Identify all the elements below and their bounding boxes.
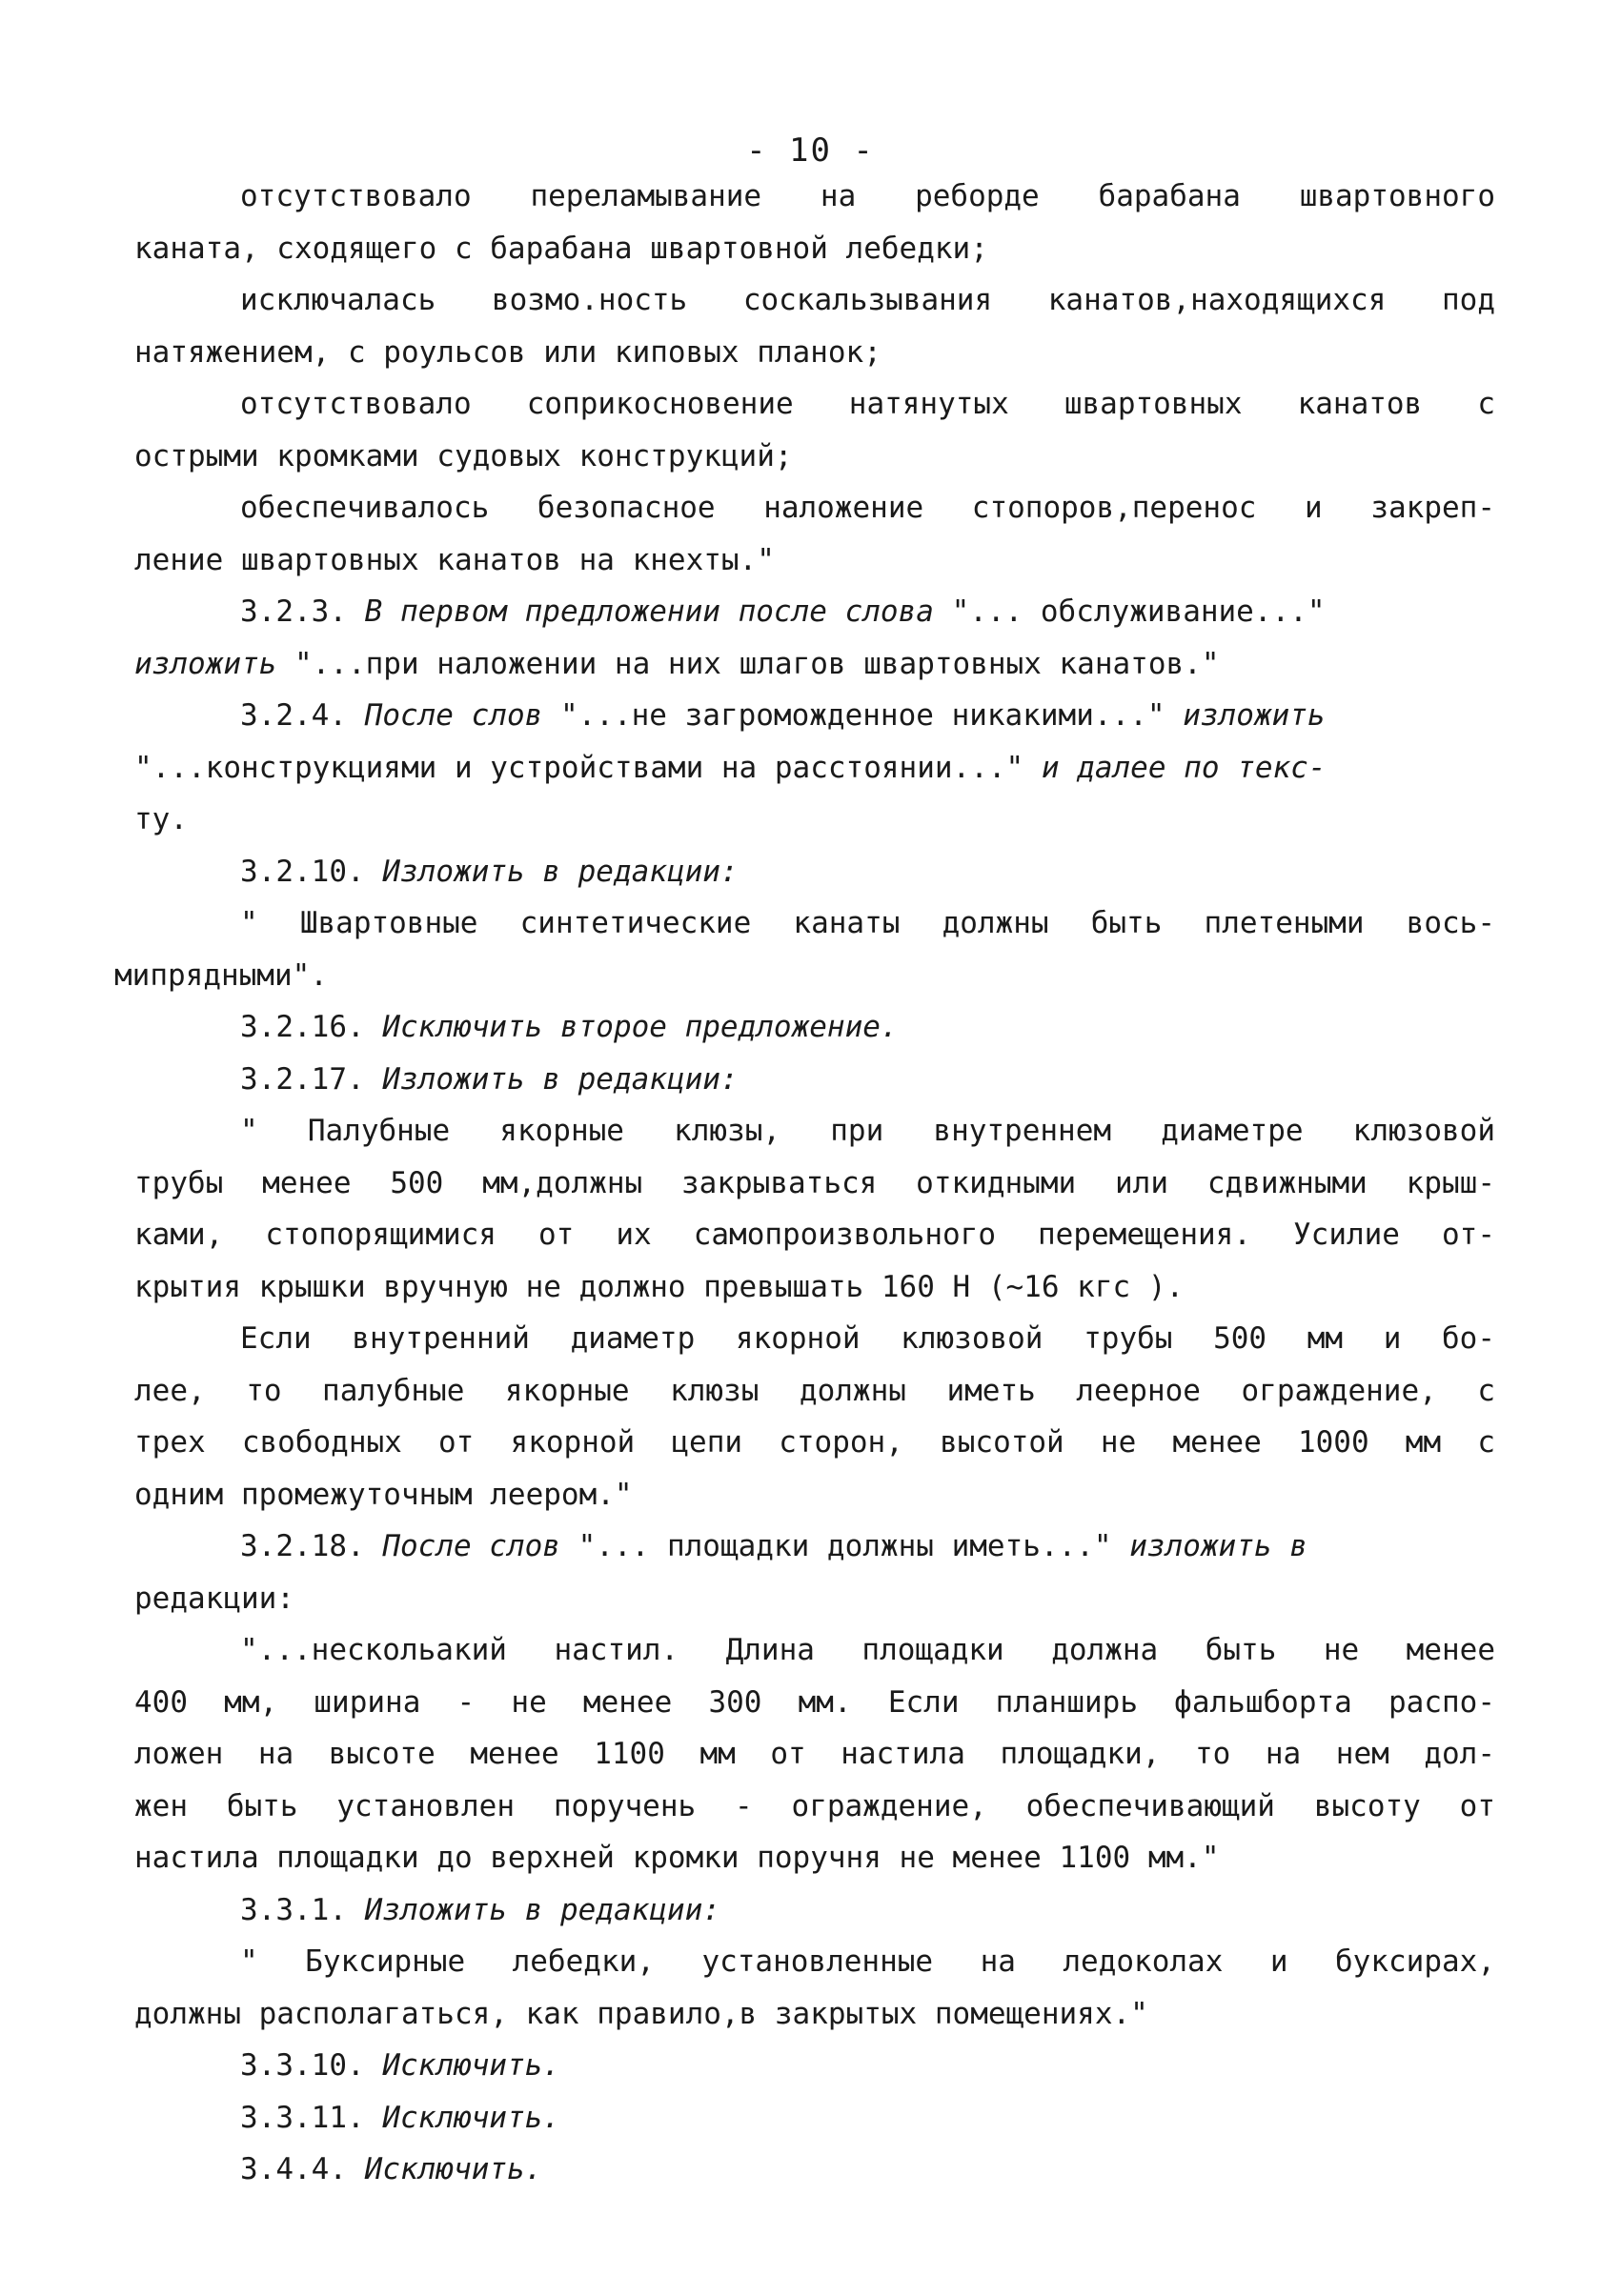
quoted-text: "...не загроможденное никакими..."	[559, 698, 1165, 733]
section-3-2-16	[240, 1008, 899, 1046]
text-line: ложен на высоте менее 1100 мм от настила площадки, то на нем дол-	[134, 1737, 1495, 1771]
text-line: исключалась возмо.ность соскальзывания канатов,находящихся под	[240, 283, 1495, 317]
text-line: трубы менее 500 мм,должны закрываться откидными или сдвижными крыш-	[134, 1166, 1495, 1200]
section-number: 3.3.1.	[240, 1893, 347, 1927]
instruction-text: После слов	[364, 698, 543, 733]
instruction-text: изложить	[1183, 698, 1326, 733]
text-line	[134, 645, 1220, 683]
text-line: каната, сходящего с барабана швартовной лебедки;	[134, 232, 988, 266]
text-line: ками, стопорящимися от их самопроизвольного перемещения. Усилие от-	[134, 1218, 1495, 1252]
section-3-3-11	[240, 2099, 560, 2137]
quoted-text: "... обслуживание..."	[951, 594, 1326, 629]
text-line: обеспечивалось безопасное наложение стопоров,перенос и закреп-	[240, 491, 1495, 525]
section-3-2-10	[240, 853, 739, 891]
text-line: настила площадки до верхней кромки поручня не менее 1100 мм."	[134, 1841, 1220, 1875]
instruction-text: В первом предложении после слова	[364, 594, 934, 629]
page-number: - 10 -	[746, 131, 875, 170]
instruction-text: изложить в	[1129, 1529, 1307, 1563]
text-line: "...нескольакий настил. Длина площадки должна быть не менее	[240, 1633, 1495, 1667]
instruction-text: Исключить.	[382, 2101, 560, 2135]
instruction-text: Изложить в редакции:	[382, 1062, 739, 1097]
quoted-text: "...при наложении на них шлагов швартовных канатов."	[294, 647, 1220, 681]
section-number: 3.3.10.	[240, 2048, 365, 2083]
instruction-text: Изложить в редакции:	[382, 855, 739, 889]
text-line: мипрядными".	[114, 958, 328, 993]
text-line: ту.	[134, 802, 188, 836]
text-line: острыми кромками судовых конструкций;	[134, 439, 793, 473]
section-3-2-18	[240, 1527, 1307, 1565]
section-3-2-17	[240, 1060, 739, 1098]
instruction-text: Исключить второе предложение.	[382, 1010, 899, 1044]
instruction-text: После слов	[382, 1529, 560, 1563]
text-line: крытия крышки вручную не должно превышать 160 Н (~16 кгс ).	[134, 1270, 1185, 1304]
text-line: натяжением, с роульсов или киповых планок;	[134, 335, 881, 370]
instruction-text: Изложить в редакции:	[364, 1893, 720, 1927]
text-line: жен быть установлен поручень - ограждение, обеспечивающий высоту от	[134, 1789, 1495, 1823]
quoted-text: "... площадки должны иметь..."	[577, 1529, 1112, 1563]
text-line: должны располагаться, как правило,в закрытых помещениях."	[134, 1997, 1148, 2031]
instruction-text: Исключить.	[382, 2048, 560, 2083]
text-line: отсутствовало переламывание на реборде барабана швартовного	[240, 179, 1495, 213]
section-number: 3.2.17.	[240, 1062, 365, 1097]
text-line: 400 мм, ширина - не менее 300 мм. Если планширь фальшборта распо-	[134, 1685, 1495, 1720]
text-line: " Палубные якорные клюзы, при внутреннем диаметре клюзовой	[240, 1114, 1495, 1148]
text-line: ление швартовных канатов на кнехты."	[134, 543, 775, 577]
text-line	[134, 749, 1326, 787]
section-number: 3.2.18.	[240, 1529, 365, 1563]
quoted-text: "...конструкциями и устройствами на расстоянии..."	[134, 751, 1024, 785]
text-line: трех свободных от якорной цепи сторон, высотой не менее 1000 мм с	[134, 1425, 1495, 1460]
section-number: 3.2.3.	[240, 594, 347, 629]
section-number: 3.2.4.	[240, 698, 347, 733]
text-line: лее, то палубные якорные клюзы должны иметь леерное ограждение, с	[134, 1374, 1495, 1408]
text-line: " Буксирные лебедки, установленные на ледоколах и буксирах,	[240, 1944, 1495, 1979]
section-3-4-4	[240, 2150, 542, 2188]
text-line: одним промежуточным леером."	[134, 1478, 633, 1512]
text-line: Если внутренний диаметр якорной клюзовой трубы 500 мм и бо-	[240, 1321, 1495, 1356]
section-3-2-4	[240, 696, 1326, 735]
section-number: 3.2.10.	[240, 855, 365, 889]
text-line: " Швартовные синтетические канаты должны быть плетеными вось-	[240, 906, 1495, 940]
section-3-2-3	[240, 593, 1326, 631]
text-line: отсутствовало соприкосновение натянутых швартовных канатов с	[240, 387, 1495, 421]
section-number: 3.2.16.	[240, 1010, 365, 1044]
section-number: 3.3.11.	[240, 2101, 365, 2135]
text-line: редакции:	[134, 1581, 294, 1616]
instruction-text: и далее по текс-	[1041, 751, 1327, 785]
section-number: 3.4.4.	[240, 2152, 347, 2186]
instruction-text: изложить	[134, 647, 277, 681]
section-3-3-1	[240, 1891, 720, 1929]
section-3-3-10	[240, 2046, 560, 2085]
instruction-text: Исключить.	[364, 2152, 543, 2186]
